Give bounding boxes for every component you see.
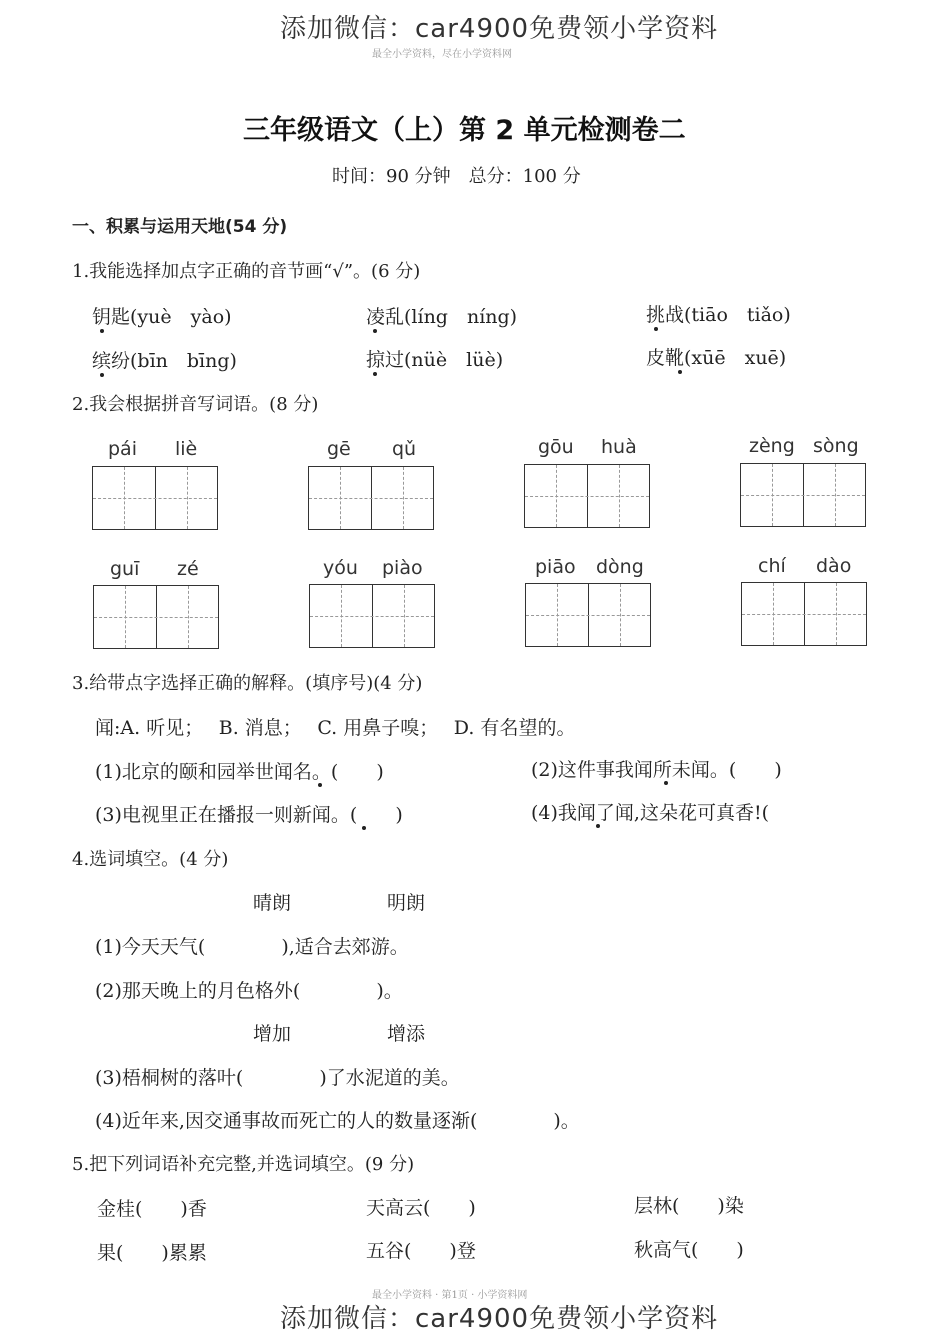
emphasis-dot bbox=[100, 329, 104, 333]
pinyin-label: dòng bbox=[596, 556, 644, 578]
footer-faint-text: 最全小学资料 · 第1页 · 小学资料网 bbox=[372, 1290, 528, 1301]
q3-sentence: (2)这件事我闻所未闻。( ) bbox=[531, 759, 782, 781]
question-3-title: 3.给带点字选择正确的解释。(填序号)(4 分) bbox=[72, 673, 423, 694]
section-heading: 一、积累与运用天地(54 分) bbox=[72, 217, 288, 237]
q3-sentence: (1)北京的颐和园举世闻名。( ) bbox=[95, 761, 384, 783]
page-title: 三年级语文（上）第 2 单元检测卷二 bbox=[243, 115, 686, 146]
pinyin-label: sòng bbox=[813, 435, 859, 457]
emphasis-dot bbox=[654, 327, 658, 331]
emphasis-dot bbox=[100, 373, 104, 377]
pinyin-label: chí bbox=[758, 555, 786, 577]
exam-meta: 时间：90 分钟 总分：100 分 bbox=[332, 166, 581, 187]
promo-banner-top: 添加微信：car4900免费领小学资料 bbox=[280, 14, 719, 44]
q4-sentence: (1)今天天气( ),适合去郊游。 bbox=[95, 936, 409, 958]
pinyin-label: qǔ bbox=[392, 438, 417, 460]
emphasis-dot bbox=[362, 826, 366, 830]
q5-item: 果( )累累 bbox=[97, 1242, 207, 1264]
writing-grid[interactable] bbox=[92, 466, 218, 530]
pinyin-label: dào bbox=[816, 555, 852, 577]
pinyin-label: gōu bbox=[538, 436, 574, 458]
emphasis-dot bbox=[664, 781, 668, 785]
emphasis-dot bbox=[596, 824, 600, 828]
pinyin-label: gē bbox=[327, 438, 351, 460]
pinyin-label: zèng bbox=[749, 435, 795, 457]
q1-item: 凌乱(líng níng) bbox=[366, 306, 518, 328]
word-choice: 增添 bbox=[387, 1023, 426, 1045]
q3-sentence: (3)电视里正在播报一则新闻。( ) bbox=[95, 804, 403, 826]
q1-item: 皮靴(xūē xuē) bbox=[646, 347, 787, 369]
q4-sentence: (3)梧桐树的落叶( )了水泥道的美。 bbox=[95, 1067, 460, 1089]
writing-grid[interactable] bbox=[309, 584, 435, 648]
q5-item: 天高云( ) bbox=[366, 1197, 476, 1219]
word-choice: 晴朗 bbox=[253, 892, 292, 914]
pinyin-label: piāo bbox=[535, 556, 576, 578]
q3-options: 闻:A. 听见； B. 消息； C. 用鼻子嗅； D. 有名望的。 bbox=[95, 717, 576, 739]
word-choice: 增加 bbox=[253, 1023, 292, 1045]
pinyin-label: zé bbox=[177, 558, 199, 580]
writing-grid[interactable] bbox=[93, 585, 219, 649]
q1-item: 挑战(tiāo tiǎo) bbox=[646, 304, 791, 326]
q4-sentence: (2)那天晚上的月色格外( )。 bbox=[95, 980, 403, 1002]
writing-grid[interactable] bbox=[741, 582, 867, 646]
emphasis-dot bbox=[318, 783, 322, 787]
pinyin-label: huà bbox=[601, 436, 637, 458]
word-choice: 明朗 bbox=[387, 892, 426, 914]
q1-item: 掠过(nüè lüè) bbox=[366, 349, 504, 371]
q5-item: 金桂( )香 bbox=[97, 1198, 207, 1220]
q5-item: 五谷( )登 bbox=[366, 1240, 476, 1262]
q4-sentence: (4)近年来,因交通事故而死亡的人的数量逐渐( )。 bbox=[95, 1110, 580, 1132]
pinyin-label: guī bbox=[110, 558, 140, 580]
q1-item: 钥匙(yuè yào) bbox=[92, 306, 232, 328]
promo-banner-bottom: 添加微信：car4900免费领小学资料 bbox=[280, 1304, 719, 1334]
writing-grid[interactable] bbox=[525, 583, 651, 647]
question-5-title: 5.把下列词语补充完整,并选词填空。(9 分) bbox=[72, 1154, 415, 1175]
pinyin-label: liè bbox=[175, 438, 198, 460]
pinyin-label: piào bbox=[382, 557, 423, 579]
header-faint-text: 最全小学资料，尽在小学资料网 bbox=[372, 49, 512, 60]
q1-item: 缤纷(bīn bīng) bbox=[92, 350, 237, 372]
emphasis-dot bbox=[678, 370, 682, 374]
emphasis-dot bbox=[373, 372, 377, 376]
question-2-title: 2.我会根据拼音写词语。(8 分) bbox=[72, 394, 319, 415]
emphasis-dot bbox=[373, 329, 377, 333]
q5-item: 秋高气( ) bbox=[634, 1239, 744, 1261]
q3-sentence: (4)我闻了闻,这朵花可真香!( bbox=[531, 802, 770, 824]
writing-grid[interactable] bbox=[524, 464, 650, 528]
writing-grid[interactable] bbox=[308, 466, 434, 530]
pinyin-label: pái bbox=[108, 438, 137, 460]
question-1-title: 1.我能选择加点字正确的音节画“√”。(6 分) bbox=[72, 261, 421, 282]
pinyin-label: yóu bbox=[323, 557, 358, 579]
question-4-title: 4.选词填空。(4 分) bbox=[72, 849, 229, 870]
q5-item: 层林( )染 bbox=[634, 1195, 744, 1217]
writing-grid[interactable] bbox=[740, 463, 866, 527]
